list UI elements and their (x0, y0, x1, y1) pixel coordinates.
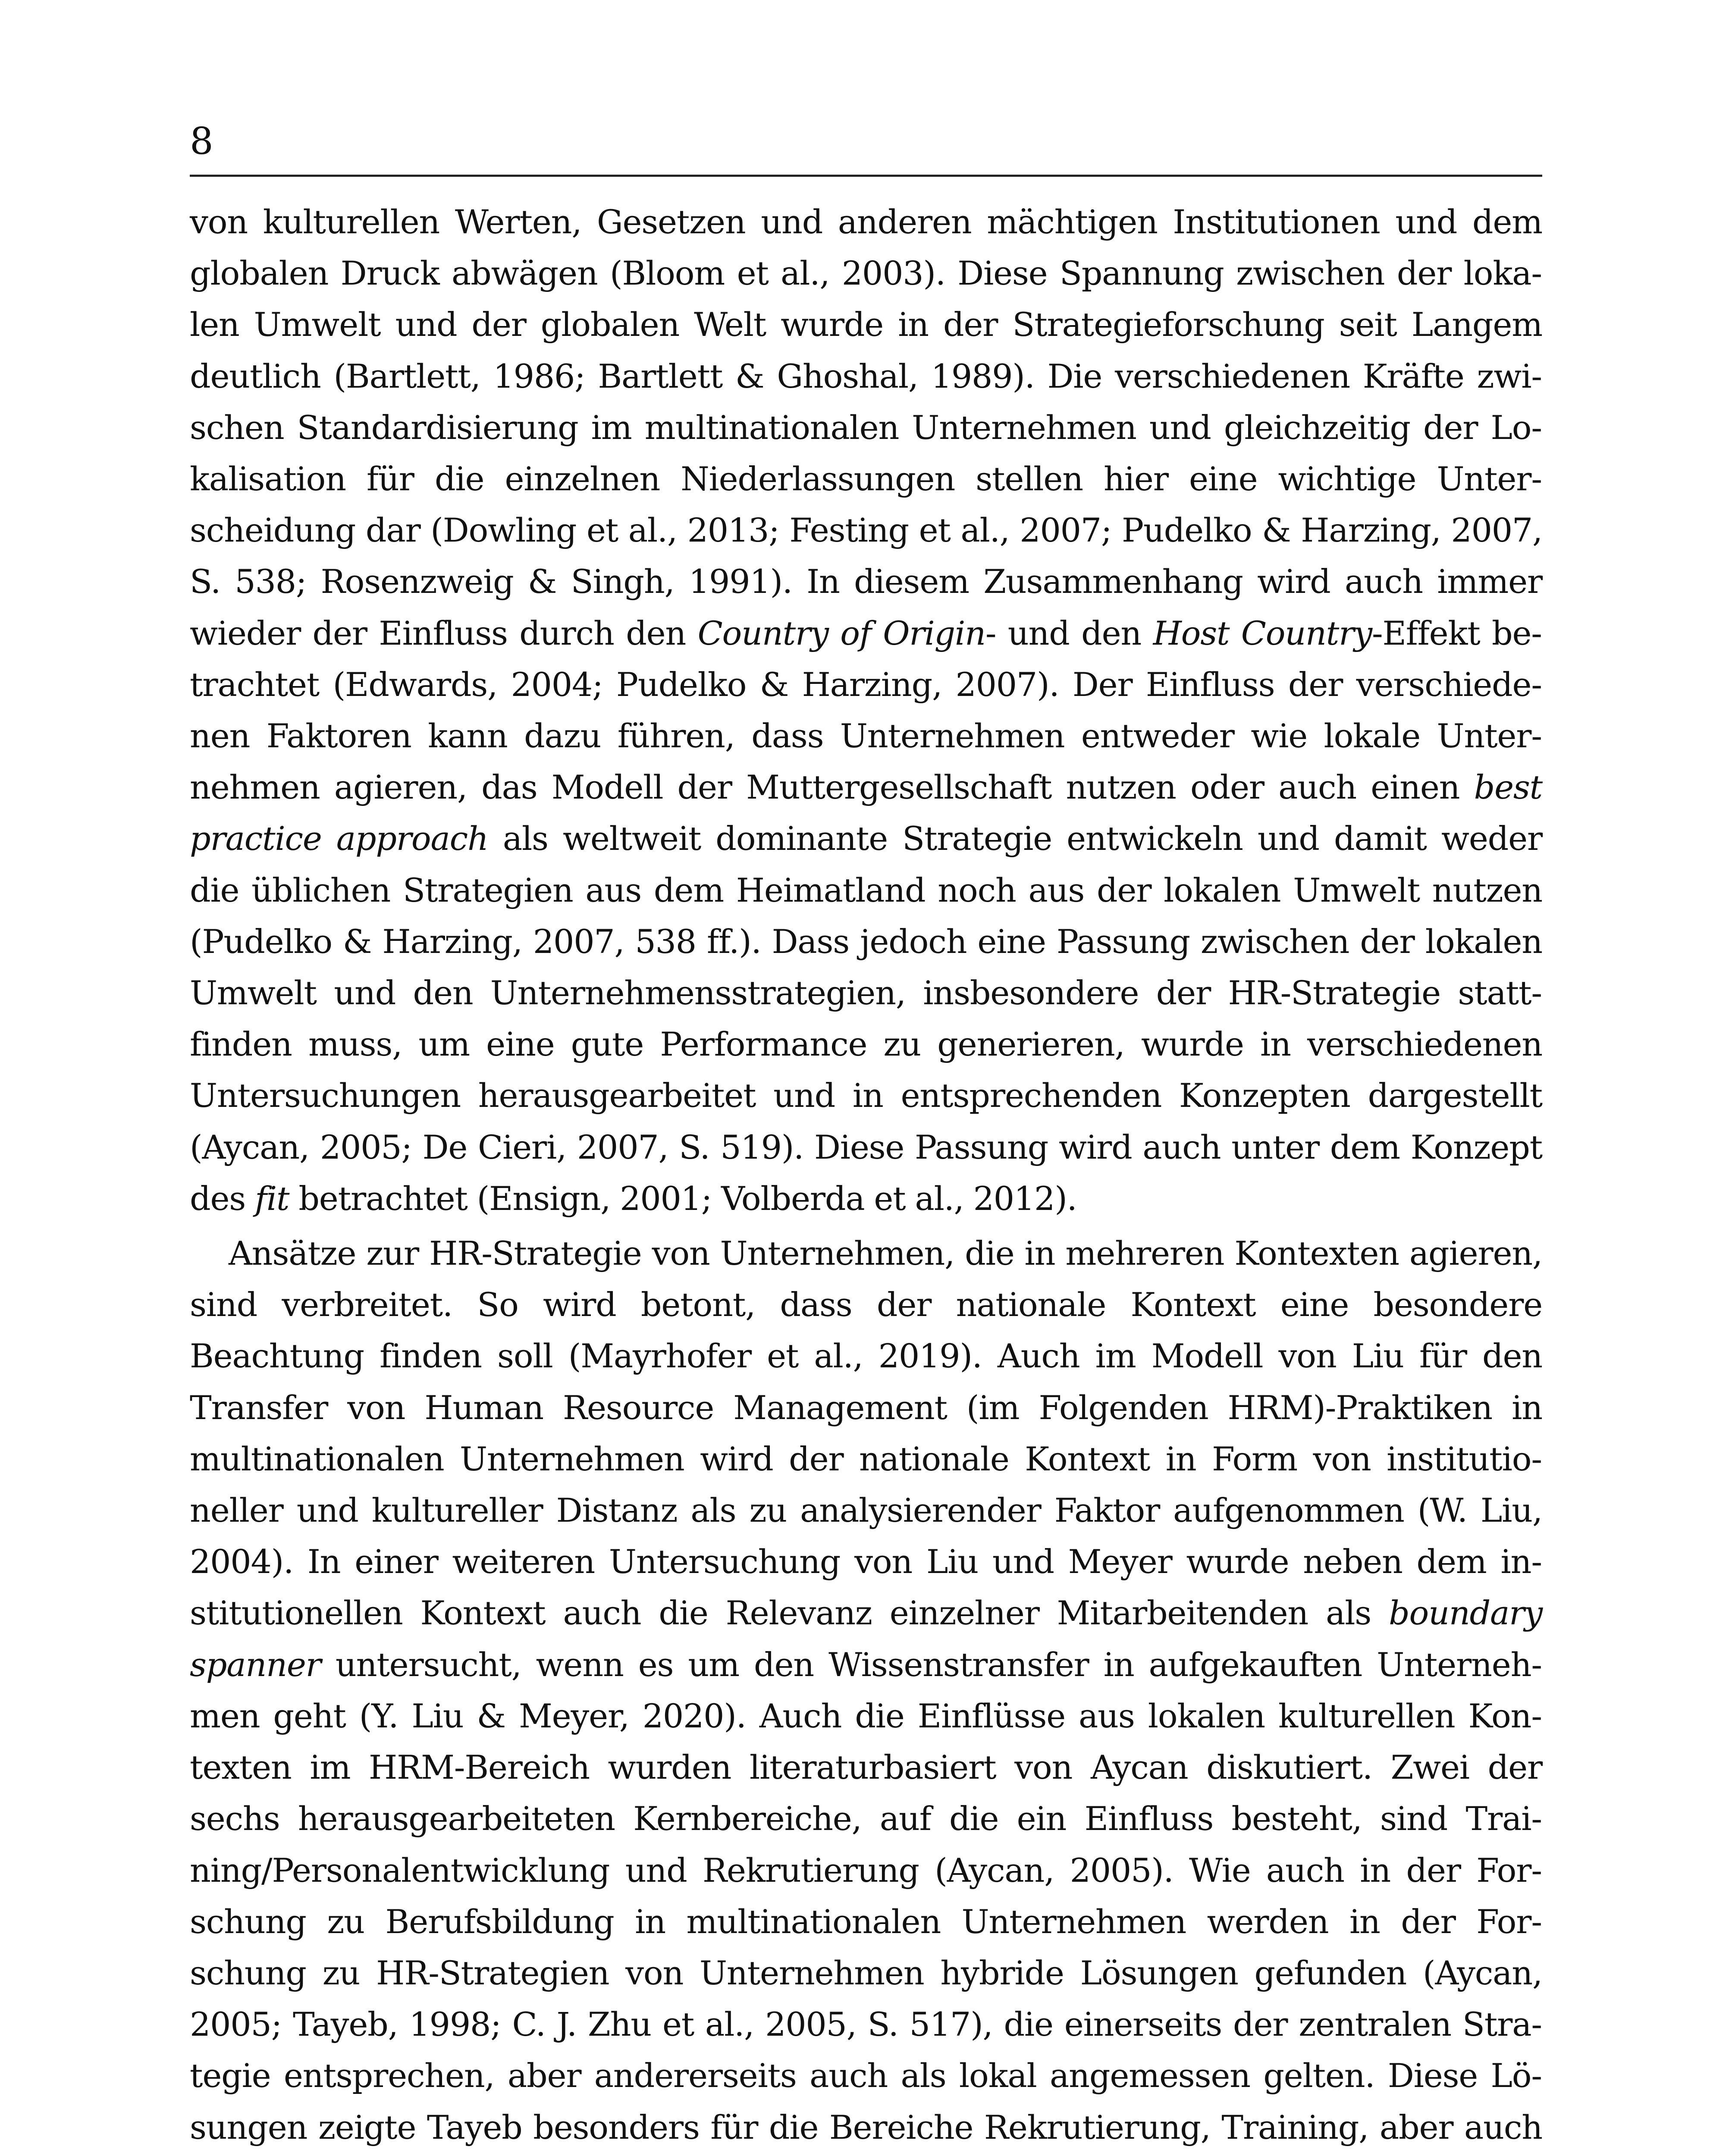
italic-term: best practice approach (190, 768, 1542, 858)
text-segment: Ansätze zur HR-Strategie von Unternehmen, die in mehreren Kontexten agieren, sind verbreitet. So wird betont, dass der nationale Kontext eine besondere Beachtung finden soll (Mayrhofer et al., 2019). Auch im Modell von Liu für den Transfer von Human Resource Management (im Folgenden HRM)-Praktiken in multinationalen Unternehmen wird der nationale Kontext in Form von institutioneller und kultureller Distanz als zu analysierender Faktor aufgenommen (W. Liu, 2004). In einer weiteren Untersuchung von Liu und Meyer wurde neben dem institutionellen Kontext auch die Relevanz einzelner Mitarbeitenden als (190, 1234, 1542, 1633)
paragraph-1 (190, 196, 1542, 1224)
page-number: 8 (190, 120, 213, 163)
text-segment: von kulturellen Werten, Gesetzen und anderen mächtigen Institutionen und dem globalen Druck abwägen (Bloom et al., 2003). Diese Spannung zwischen der lokalen Umwelt und der globalen Welt wurde in der Strategieforschung seit Langem deutlich (Bartlett, 1986; Bartlett & Ghoshal, 1989). Die verschiedenen Kräfte zwischen Standardisierung im multinationalen Unternehmen und gleichzeitig der Lokalisation für die einzelnen Niederlassungen stellen hier eine wichtige Unterscheidung dar (Dowling et al., 2013; Festing et al., 2007; Pudelko & Harzing, 2007, S. 538; Rosenzweig & Singh, 1991). In diesem Zusammenhang wird auch immer wieder der Einfluss durch den (190, 203, 1542, 652)
italic-term: Country of Origin (697, 614, 985, 652)
body-text (190, 196, 1542, 2156)
paragraph-2 (190, 1228, 1542, 2156)
text-segment: untersucht, wenn es um den Wissenstransfer in aufgekauften Unternehmen geht (Y. Liu & Meyer, 2020). Auch die Einflüsse aus lokalen kulturellen Kontexten im HRM-Bereich wurden literaturbasiert von Aycan diskutiert. Zwei der sechs herausgearbeiteten Kernbereiche, auf die ein Einfluss besteht, sind Training/Personalentwicklung und Rekrutierung (Aycan, 2005). Wie auch in der Forschung zu Berufsbildung in multinationalen Unternehmen werden in der Forschung zu HR-Strategien von Unternehmen hybride Lösungen gefunden (Aycan, 2005; Tayeb, 1998; C. J. Zhu et al., 2005, S. 517), die einerseits der zentralen Strategie entsprechen, aber andererseits auch als lokal angemessen gelten. Diese Lösungen zeigte Tayeb besonders für die Bereiche Rekrutierung, Training, aber auch (190, 1645, 1542, 2147)
italic-term: boundary spanner (190, 1594, 1542, 1684)
text-segment: - und den (985, 614, 1153, 652)
text-segment: -Effekt betrachtet (Edwards, 2004; Pudelko & Harzing, 2007). Der Einfluss der verschiedenen Faktoren kann dazu führen, dass Unternehmen entweder wie lokale Unternehmen agieren, das Modell der Muttergesellschaft nutzen oder auch einen (190, 614, 1542, 807)
italic-term: Host Country (1153, 614, 1372, 652)
text-segment: als weltweit dominante Strategie entwickeln und damit weder die üblichen Strategien aus dem Heimatland noch aus der lokalen Umwelt nutzen (Pudelko & Harzing, 2007, 538 ff.). Dass jedoch eine Passung zwischen der lokalen Umwelt und den Unternehmensstrategien, insbesondere der HR-Strategie stattfinden muss, um eine gute Performance zu generieren, wurde in verschiedenen Untersuchungen herausgearbeitet und in entsprechenden Konzepten dargestellt (Aycan, 2005; De Cieri, 2007, S. 519). Diese Passung wird auch unter dem Konzept des (190, 819, 1542, 1218)
text-segment: betrachtet (Ensign, 2001; Volberda et al., 2012). (289, 1179, 1077, 1218)
italic-term: fit (255, 1179, 289, 1218)
header-rule (190, 175, 1542, 177)
